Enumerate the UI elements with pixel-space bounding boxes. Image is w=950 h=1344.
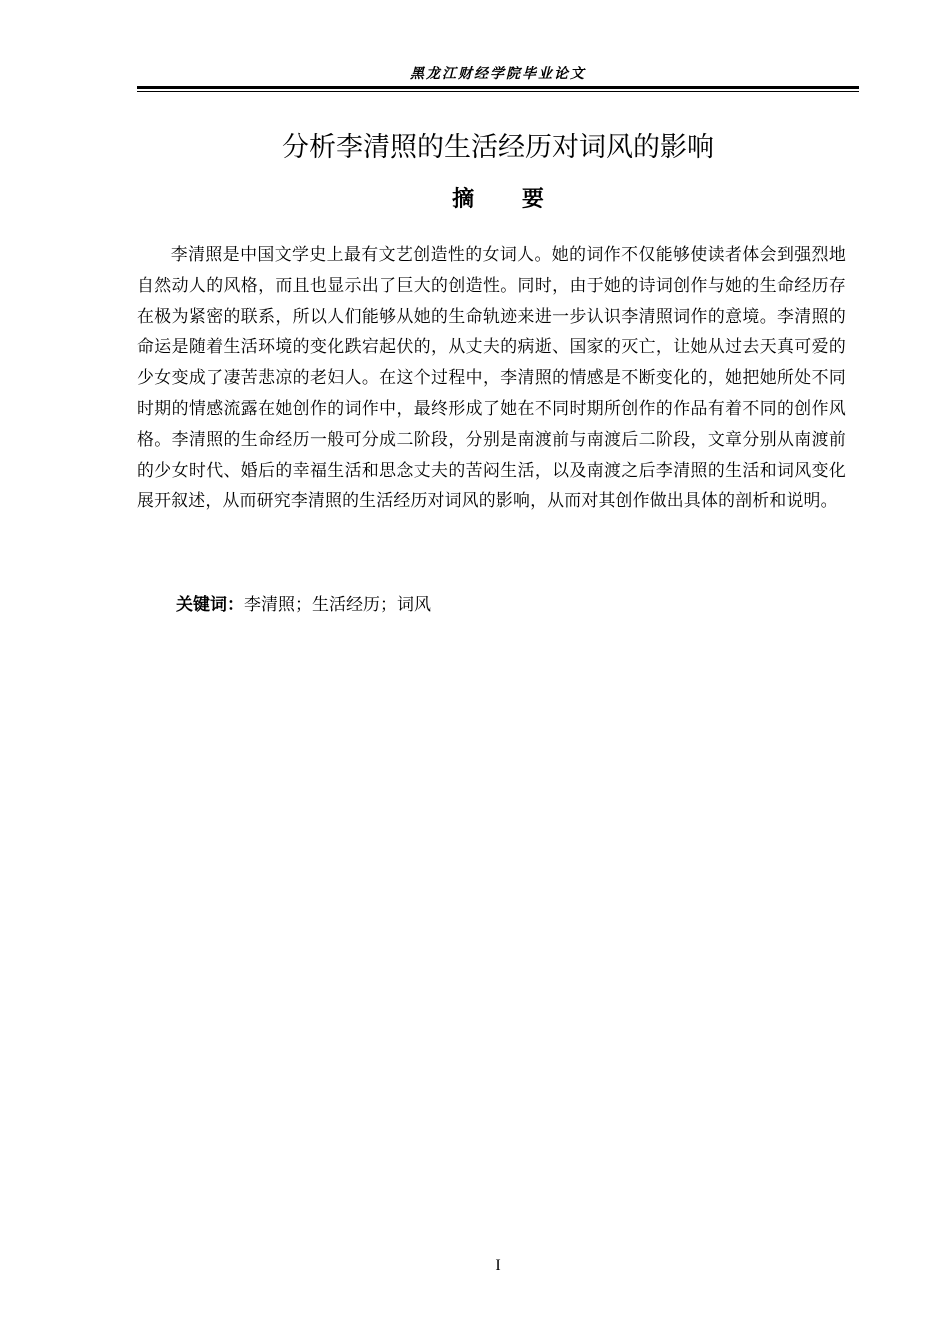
abstract-paragraph: 李清照是中国文学史上最有文艺创造性的女词人。她的词作不仅能够使读者体会到强烈地自然动人的风格，而且也显示出了巨大的创造性。同时，由于她的诗词创作与她的生命经历存在极为紧密的联系，所以人们能够从她的生命轨迹来进一步认识李清照词作的意境。李清照的命运是随着生活环境的变化跌宕起伏的，从丈夫的病逝、国家的灭亡，让她从过去天真可爱的少女变成了凄苦悲凉的老妇人。在这个过程中，李清照的情感是不断变化的，她把她所处不同时期的情感流露在她创作的词作中，最终形成了她在不同时期所创作的作品有着不同的创作风格。李清照的生命经历一般可分成二阶段，分别是南渡前与南渡后二阶段，文章分别从南渡前的少女时代、婚后的幸福生活和思念丈夫的苦闷生活，以及南渡之后李清照的生活和词风变化展开叙述，从而研究李清照的生活经历对词风的影响，从而对其创作做出具体的剖析和说明。 xyxy=(137,244,846,511)
header-rule-thin xyxy=(137,91,859,92)
document-title: 分析李清照的生活经历对词风的影响 xyxy=(282,132,714,163)
header-rule-thick xyxy=(137,86,859,89)
keywords-label: 关键词： xyxy=(176,595,244,615)
abstract-heading: 摘 要 xyxy=(452,187,544,212)
running-header: 黑龙江财经学院毕业论文 xyxy=(410,66,586,82)
keywords-line xyxy=(176,591,431,619)
page-number: I xyxy=(495,1257,501,1274)
keywords-value: 李清照；生活经历；词风 xyxy=(244,595,431,615)
